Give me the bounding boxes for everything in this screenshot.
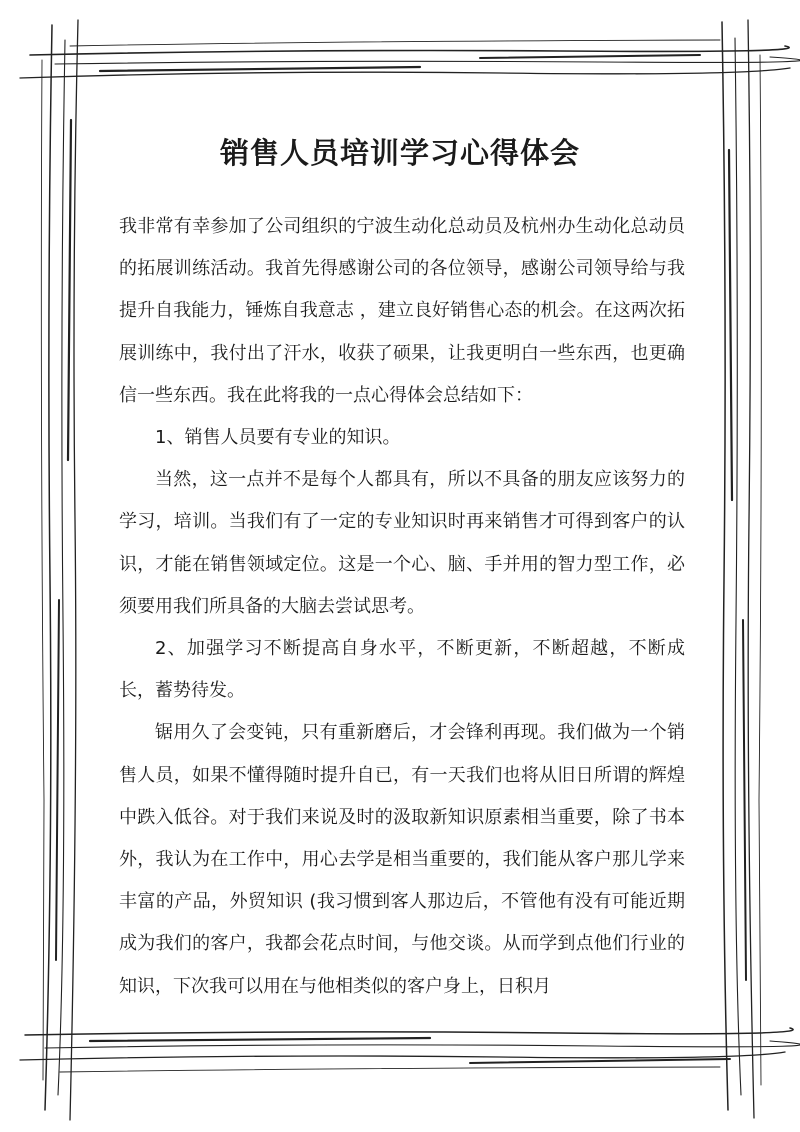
paragraph-point-1-body: 当然，这一点并不是每个人都具有，所以不具备的朋友应该努力的学习，培训。当我们有了一定的专业知识时再来销售才可得到客户的认识，才能在销售领域定位。这是一个心、脑、手并用的智力型工作，必须要用我们所具备的大脑去尝试思考。 [119,469,685,617]
paragraph-intro: 我非常有幸参加了公司组织的宁波生动化总动员及杭州办生动化总动员的拓展训练活动。我首先得感谢公司的各位领导，感谢公司领导给与我提升自我能力，锤炼自我意志 ，建立良好销售心态的机会。在这两次拓展训练中，我付出了汗水，收获了硕果，让我更明白一些东西，也更确信一些东西。我在此将我的一点心得体会总结如下： [119,216,685,406]
document-body [119,206,685,1008]
paragraph-point-1-heading: 1、销售人员要有专业的知识。 [155,427,401,449]
paragraph-point-2-heading: 2、加强学习不断提高自身水平，不断更新，不断超越，不断成长，蓄势待发。 [119,638,685,702]
page-title: 销售人员培训学习心得体会 [219,136,580,170]
paragraph-point-2-body: 锯用久了会变钝，只有重新磨后，才会锋利再现。我们做为一个销售人员，如果不懂得随时提升自已，有一天我们也将从旧日所谓的辉煌中跌入低谷。对于我们来说及时的汲取新知识原素相当重要，除了书本外，我认为在工作中，用心去学是相当重要的，我们能从客户那儿学来丰富的产品，外贸知识 (我习惯到客人那边后，不管他有没有可能近期成为我们的客户，我都会花点时间，与他交谈。从而学到点他们行业的知识，下次我可以用在与他相类似的客户身上，日积月 [119,722,685,997]
